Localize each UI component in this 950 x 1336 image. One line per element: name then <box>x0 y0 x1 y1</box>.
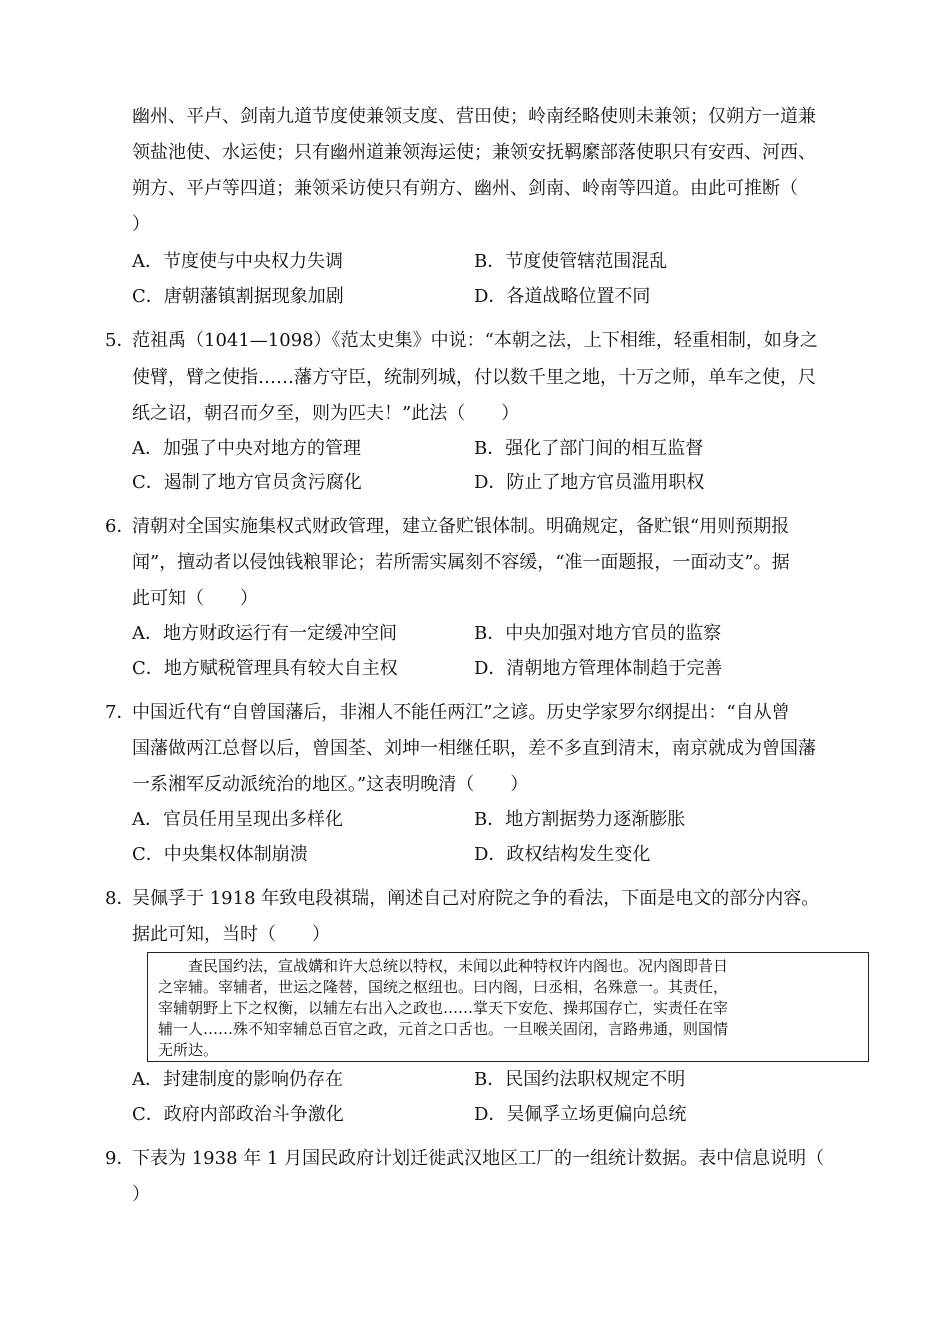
q7-option-a[interactable]: A．官员任用呈现出多样化 <box>132 809 343 830</box>
q4-option-a[interactable]: A．节度使与中央权力失调 <box>132 251 343 272</box>
q5-line-3: 纸之诏，朝召而夕至，则为匹夫！”此法（ ） <box>132 403 520 424</box>
q7-line-1: 7．中国近代有“自曾国藩后，非湘人不能任两江”之谚。历史学家罗尔纲提出：“自从曾 <box>105 702 790 723</box>
q8-option-b[interactable]: B．民国约法职权规定不明 <box>474 1069 686 1090</box>
q4-line-1: 幽州、平卢、剑南九道节度使兼领支度、营田使；岭南经略使则未兼领；仅朔方一道兼 <box>132 106 816 127</box>
q8-option-a[interactable]: A．封建制度的影响仍存在 <box>132 1069 343 1090</box>
q4-option-c[interactable]: C．唐朝藩镇割据现象加剧 <box>132 286 344 307</box>
quote-line-2: 之宰辅。宰辅者，世运之隆替，国统之枢纽也。曰内阁，曰丞相，名殊意一。其责任， <box>158 978 729 996</box>
q7-number: 7． <box>105 702 135 723</box>
q7-line-3: 一系湘军反动派统治的地区。”这表明晚清（ ） <box>132 774 529 795</box>
q8-line-2: 据此可知，当时（ ） <box>132 924 330 945</box>
q6-option-b[interactable]: B．中央加强对地方官员的监察 <box>474 623 722 644</box>
quote-line-4: 辅一人……殊不知宰辅总百官之政，元首之口舌也。一旦喉关固闭，言路弗通，则国情 <box>158 1020 729 1038</box>
quote-line-1: 查民国约法，宣战媾和许大总统以特权，未闻以此种特权许内阁也。况内阁即昔日 <box>158 957 729 975</box>
q6-option-a[interactable]: A．地方财政运行有一定缓冲空间 <box>132 623 397 644</box>
q7-option-d[interactable]: D．政权结构发生变化 <box>474 844 651 865</box>
telegram-quote-box <box>147 952 869 1062</box>
q5-option-c[interactable]: C．遏制了地方官员贪污腐化 <box>132 472 362 493</box>
q9-line-1: 9．下表为 1938 年 1 月国民政府计划迁徙武汉地区工厂的一组统计数据。表中信息说明（ <box>105 1148 825 1169</box>
q6-number: 6． <box>105 516 135 537</box>
q8-option-d[interactable]: D．吴佩孚立场更偏向总统 <box>474 1104 687 1125</box>
quote-line-3: 宰辅朝野上下之权衡，以辅左右出入之政也……掌天下安危、操邦国存亡，实责任在宰 <box>158 999 729 1017</box>
q4-line-2: 领盐池使、水运使；只有幽州道兼领海运使；兼领安抚羁縻部落使职只有安西、河西、 <box>132 142 816 163</box>
q6-option-d[interactable]: D．清朝地方管理体制趋于完善 <box>474 658 723 679</box>
q4-line-4: ） <box>132 214 150 235</box>
q7-option-c[interactable]: C．中央集权体制崩溃 <box>132 844 308 865</box>
q6-option-c[interactable]: C．地方赋税管理具有较大自主权 <box>132 658 398 679</box>
q7-line-2: 国藩做两江总督以后，曾国荃、刘坤一相继任职，差不多直到清末，南京就成为曾国藩 <box>132 738 816 759</box>
q4-line-3: 朔方、平卢等四道；兼领采访使只有朔方、幽州、剑南、岭南等四道。由此可推断（ <box>132 178 798 199</box>
q7-option-b[interactable]: B．地方割据势力逐渐膨胀 <box>474 809 686 830</box>
q9-line-2: ） <box>132 1184 150 1205</box>
q8-line-1: 8．吴佩孚于 1918 年致电段祺瑞，阐述自己对府院之争的看法，下面是电文的部分内容。 <box>105 888 820 909</box>
q4-option-d[interactable]: D．各道战略位置不同 <box>474 286 651 307</box>
q5-line-2: 使臂，臂之使指……藩方守臣，统制列城，付以数千里之地，十万之师，单车之使，尺 <box>132 367 816 388</box>
q5-line-1: 5．范祖禹（1041—1098）《范太史集》中说：“本朝之法，上下相维，轻重相制，如身之 <box>105 330 818 351</box>
q9-number: 9． <box>105 1148 135 1169</box>
q8-number: 8． <box>105 888 135 909</box>
q6-line-3: 此可知（ ） <box>132 588 258 609</box>
q6-line-1: 6．清朝对全国实施集权式财政管理，建立备贮银体制。明确规定，备贮银“用则预期报 <box>105 516 790 537</box>
q5-option-b[interactable]: B．强化了部门间的相互监督 <box>474 438 704 459</box>
q4-option-b[interactable]: B．节度使管辖范围混乱 <box>474 251 668 272</box>
q5-option-d[interactable]: D．防止了地方官员滥用职权 <box>474 472 705 493</box>
q5-option-a[interactable]: A．加强了中央对地方的管理 <box>132 438 361 459</box>
q8-option-c[interactable]: C．政府内部政治斗争激化 <box>132 1104 344 1125</box>
q5-number: 5． <box>105 330 135 351</box>
quote-line-5: 无所达。 <box>158 1041 219 1059</box>
q6-line-2: 闻”，擅动者以侵蚀钱粮罪论；若所需实属刻不容缓，“准一面题报，一面动支”。据 <box>132 552 790 573</box>
